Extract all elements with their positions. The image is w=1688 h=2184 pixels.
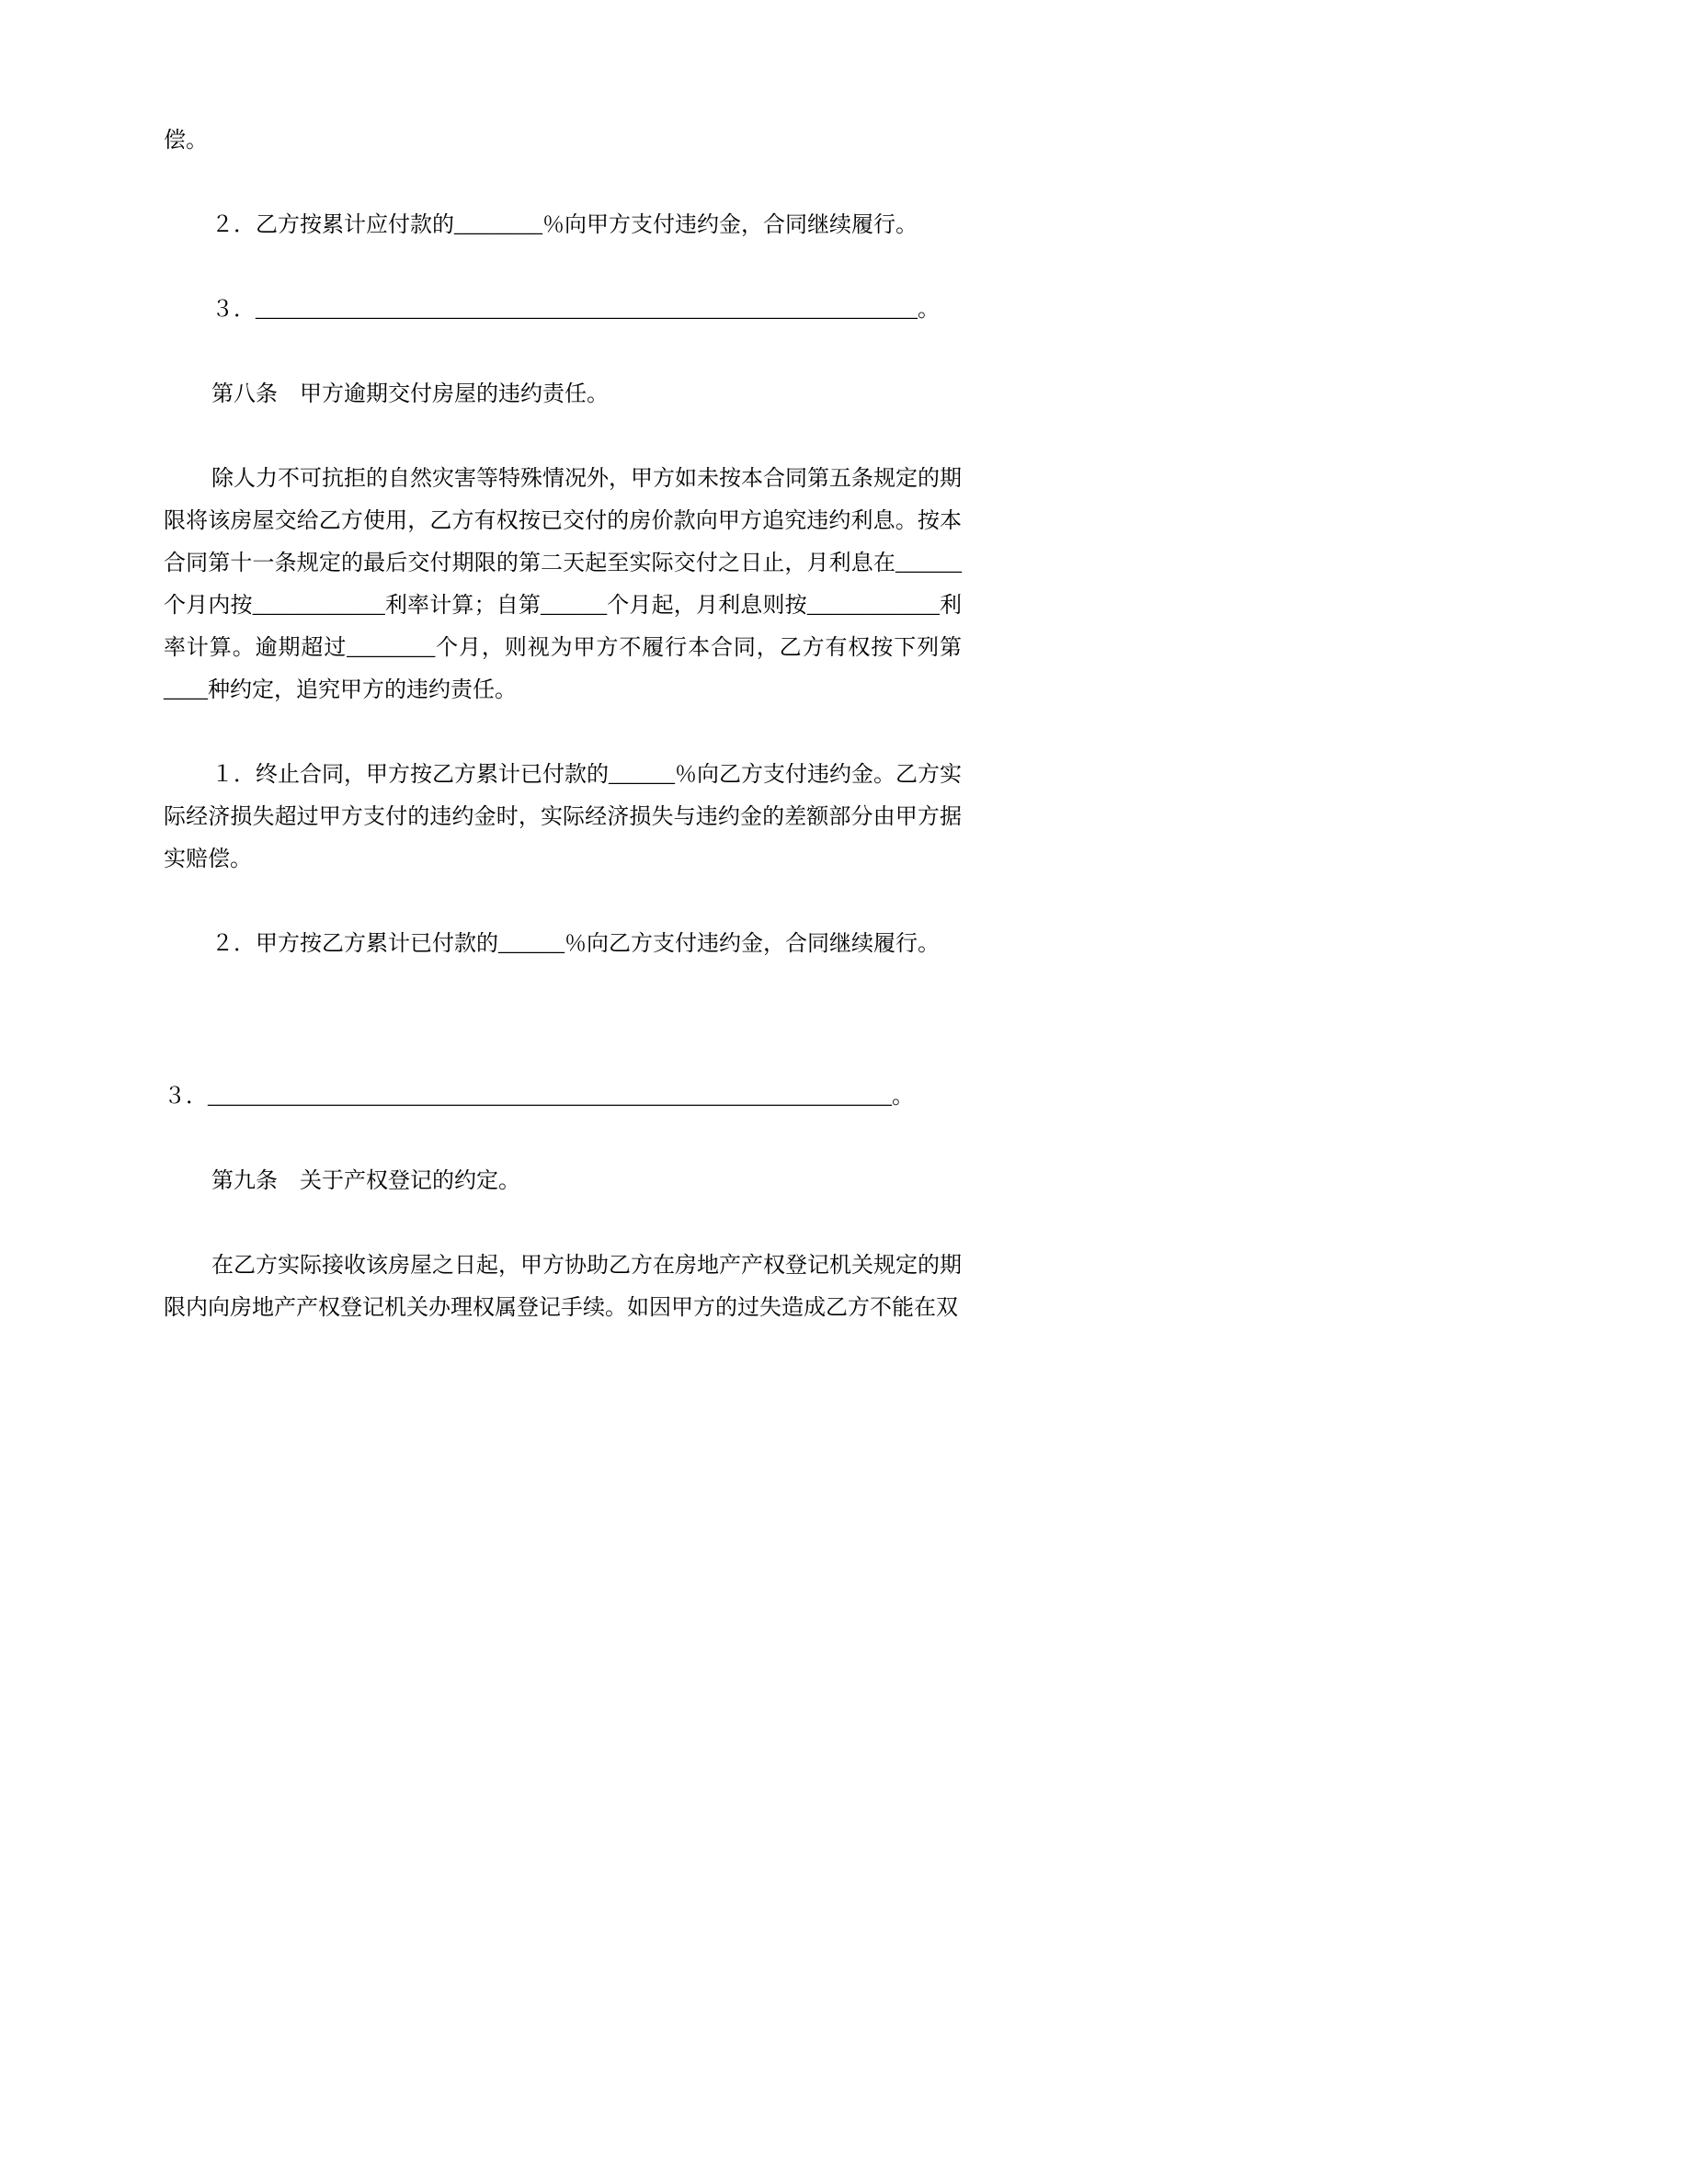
clause-9-heading: 第九条 关于产权登记的约定。 — [211, 1169, 520, 1193]
clause-7-item-3-blank-line: ３．____________________________________________________________。 — [211, 298, 940, 322]
clause-7-item-2: ２．乙方按累计应付款的________％向甲方支付违约金，合同继续履行。 — [211, 213, 918, 237]
clause-8-item-3-blank-line: ３．______________________________________________________________。 — [164, 1085, 914, 1109]
document-content — [164, 119, 962, 1329]
clause-8-item-1: １．终止合同，甲方按乙方累计已付款的______％向乙方支付违约金。乙方实际经济损失超过甲方支付的违约金时，实际经济损失与违约金的差额部分由甲方据实赔偿。 — [164, 763, 962, 871]
clause-9-paragraph: 在乙方实际接收该房屋之日起，甲方协助乙方在房地产产权登记机关规定的期限内向房地产产权登记机关办理权属登记手续。如因甲方的过失造成乙方不能在双 — [164, 1254, 962, 1320]
paragraph-continuation: 偿。 — [164, 129, 208, 153]
clause-8-heading: 第八条 甲方逾期交付房屋的违约责任。 — [211, 382, 609, 406]
clause-8-paragraph: 除人力不可抗拒的自然灾害等特殊情况外，甲方如未按本合同第五条规定的期限将该房屋交给乙方使用，乙方有权按已交付的房价款向甲方追究违约利息。按本合同第十一条规定的最后交付期限的第二天起至实际交付之日止，月利息在______个月内按____________利率计算；自第______个月起，月利息则按____________利率计算。逾期超过________个月，则视为甲方不履行本合同，乙方有权按下列第____种约定，追究甲方的违约责任。 — [164, 467, 962, 702]
clause-8-item-2: ２．甲方按乙方累计已付款的______％向乙方支付违约金，合同继续履行。 — [211, 932, 940, 956]
